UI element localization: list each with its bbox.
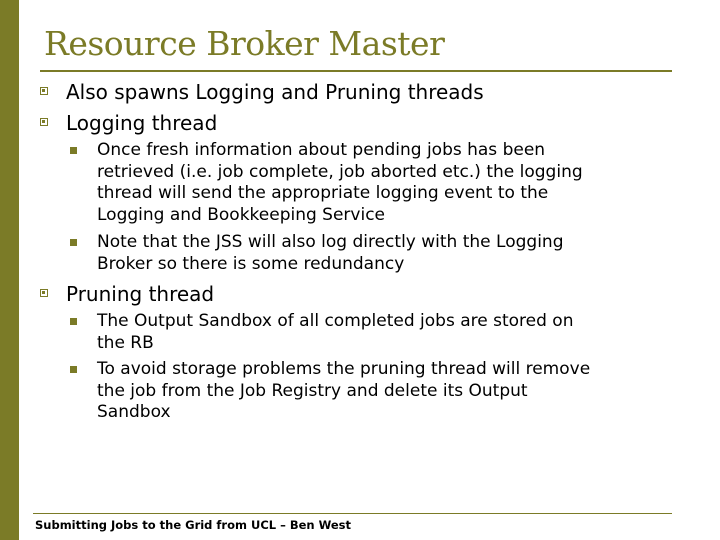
footer-divider xyxy=(33,513,672,514)
bullet-text: Logging thread xyxy=(66,111,218,135)
hollow-square-bullet-icon xyxy=(40,87,48,95)
sub-bullet-item xyxy=(70,311,690,354)
hollow-square-bullet-icon xyxy=(40,118,48,126)
filled-square-bullet-icon xyxy=(70,147,77,154)
sub-bullet-item xyxy=(70,140,690,226)
filled-square-bullet-icon xyxy=(70,318,77,325)
sub-bullet-text: To avoid storage problems the pruning thread will remove the job from the Job Registry and delete its Output Sandbox xyxy=(97,359,591,422)
slide-footer: Submitting Jobs to the Grid from UCL – Ben West xyxy=(35,518,352,532)
slide-title: Resource Broker Master xyxy=(44,24,445,63)
title-underline xyxy=(40,70,672,72)
sub-bullet-item xyxy=(70,359,690,424)
sub-bullet-item xyxy=(70,232,690,275)
sub-bullet-text: Note that the JSS will also log directly with the Logging Broker so there is some redundancy xyxy=(97,232,564,274)
left-accent-bar xyxy=(0,0,19,540)
filled-square-bullet-icon xyxy=(70,366,77,373)
sub-bullet-text: Once fresh information about pending jobs has been retrieved (i.e. job complete, job aborted etc.) the logging thread will send the appropriate logging event to the Logging and Bookkeeping Service xyxy=(97,140,583,225)
filled-square-bullet-icon xyxy=(70,239,77,246)
bullet-text: Pruning thread xyxy=(66,282,215,306)
bullet-text: Also spawns Logging and Pruning threads xyxy=(66,80,484,104)
hollow-square-bullet-icon xyxy=(40,289,48,297)
sub-bullet-text: The Output Sandbox of all completed jobs are stored on the RB xyxy=(97,311,574,353)
